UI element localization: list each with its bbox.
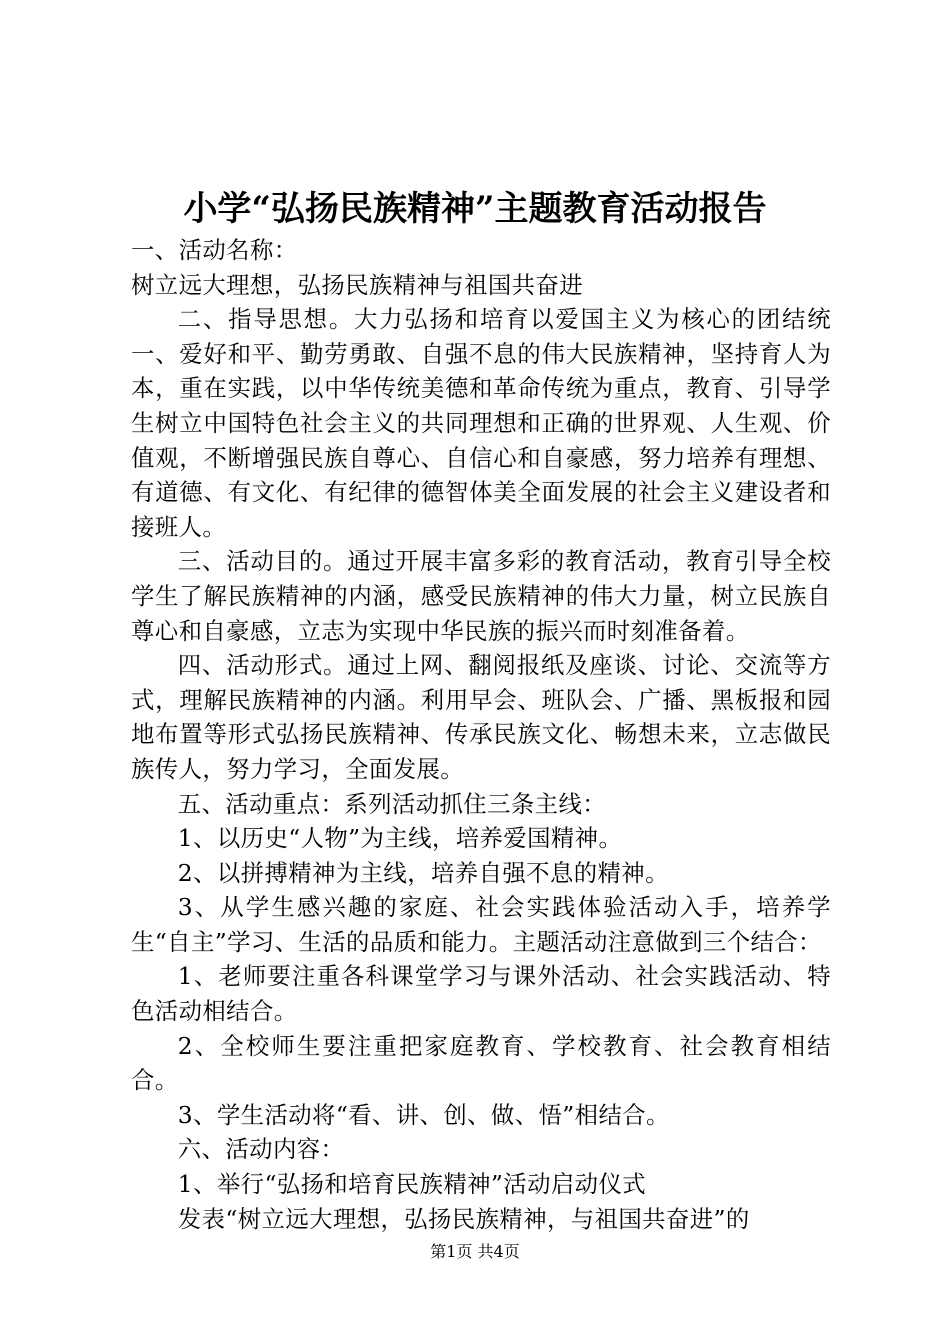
document-title: 小学“弘扬民族精神”主题教育活动报告	[183, 189, 767, 229]
list-item-content-1: 1、举行“弘扬和培育民族精神”活动启动仪式	[177, 1170, 647, 1199]
paragraph-activity-purpose: 三、活动目的。通过开展丰富多彩的教育活动，教育引导全校学生了解民族精神的内涵，感受民族精神的伟大力量，树立民族自尊心和自豪感，立志为实现中华民族的振兴而时刻准备着。	[131, 547, 831, 645]
paragraph-guiding-thought: 二、指导思想。大力弘扬和培育以爱国主义为核心的团结统一、爱好和平、勤劳勇敢、自强不息的伟大民族精神，坚持育人为本，重在实践，以中华传统美德和革命传统为重点，教育、引导学生树立中国特色社会主义的共同理想和正确的世界观、人生观、价值观，不断增强民族自尊心、自信心和自豪感，努力培养有理想、有道德、有文化、有纪律的德智体美全面发展的社会主义建设者和接班人。	[131, 305, 831, 541]
list-item-combine-2: 2、全校师生要注重把家庭教育、学校教育、社会教育相结合。	[131, 1031, 831, 1095]
paragraph-activity-form: 四、活动形式。通过上网、翻阅报纸及座谈、讨论、交流等方式，理解民族精神的内涵。利用早会、班队会、广播、黑板报和园地布置等形式弘扬民族精神、传承民族文化、畅想未来，立志做民族传人，努力学习，全面发展。	[131, 651, 831, 783]
list-item-combine-1: 1、老师要注重各科课堂学习与课外活动、社会实践活动、特色活动相结合。	[131, 962, 831, 1026]
page-number-footer: 第1页 共4页	[430, 1242, 520, 1261]
list-item-focus-3: 3、从学生感兴趣的家庭、社会实践体验活动入手，培养学生“自主”学习、生活的品质和能力。主题活动注意做到三个结合：	[131, 893, 831, 956]
paragraph-activity-focus: 五、活动重点：系列活动抓住三条主线：	[177, 789, 607, 818]
section-heading-activity-content: 六、活动内容：	[177, 1135, 345, 1164]
section-heading-activity-name: 一、活动名称：	[131, 236, 298, 264]
paragraph-content-continued: 发表“树立远大理想，弘扬民族精神，与祖国共奋进”的	[177, 1204, 750, 1233]
list-item-combine-3: 3、学生活动将“看、讲、创、做、悟”相结合。	[177, 1100, 670, 1129]
document-body	[131, 233, 831, 1236]
list-item-focus-1: 1、以历史“人物”为主线，培养爱国精神。	[177, 824, 623, 853]
list-item-focus-2: 2、以拼搏精神为主线，培养自强不息的精神。	[177, 858, 669, 887]
activity-name-text: 树立远大理想，弘扬民族精神与祖国共奋进	[131, 270, 584, 299]
